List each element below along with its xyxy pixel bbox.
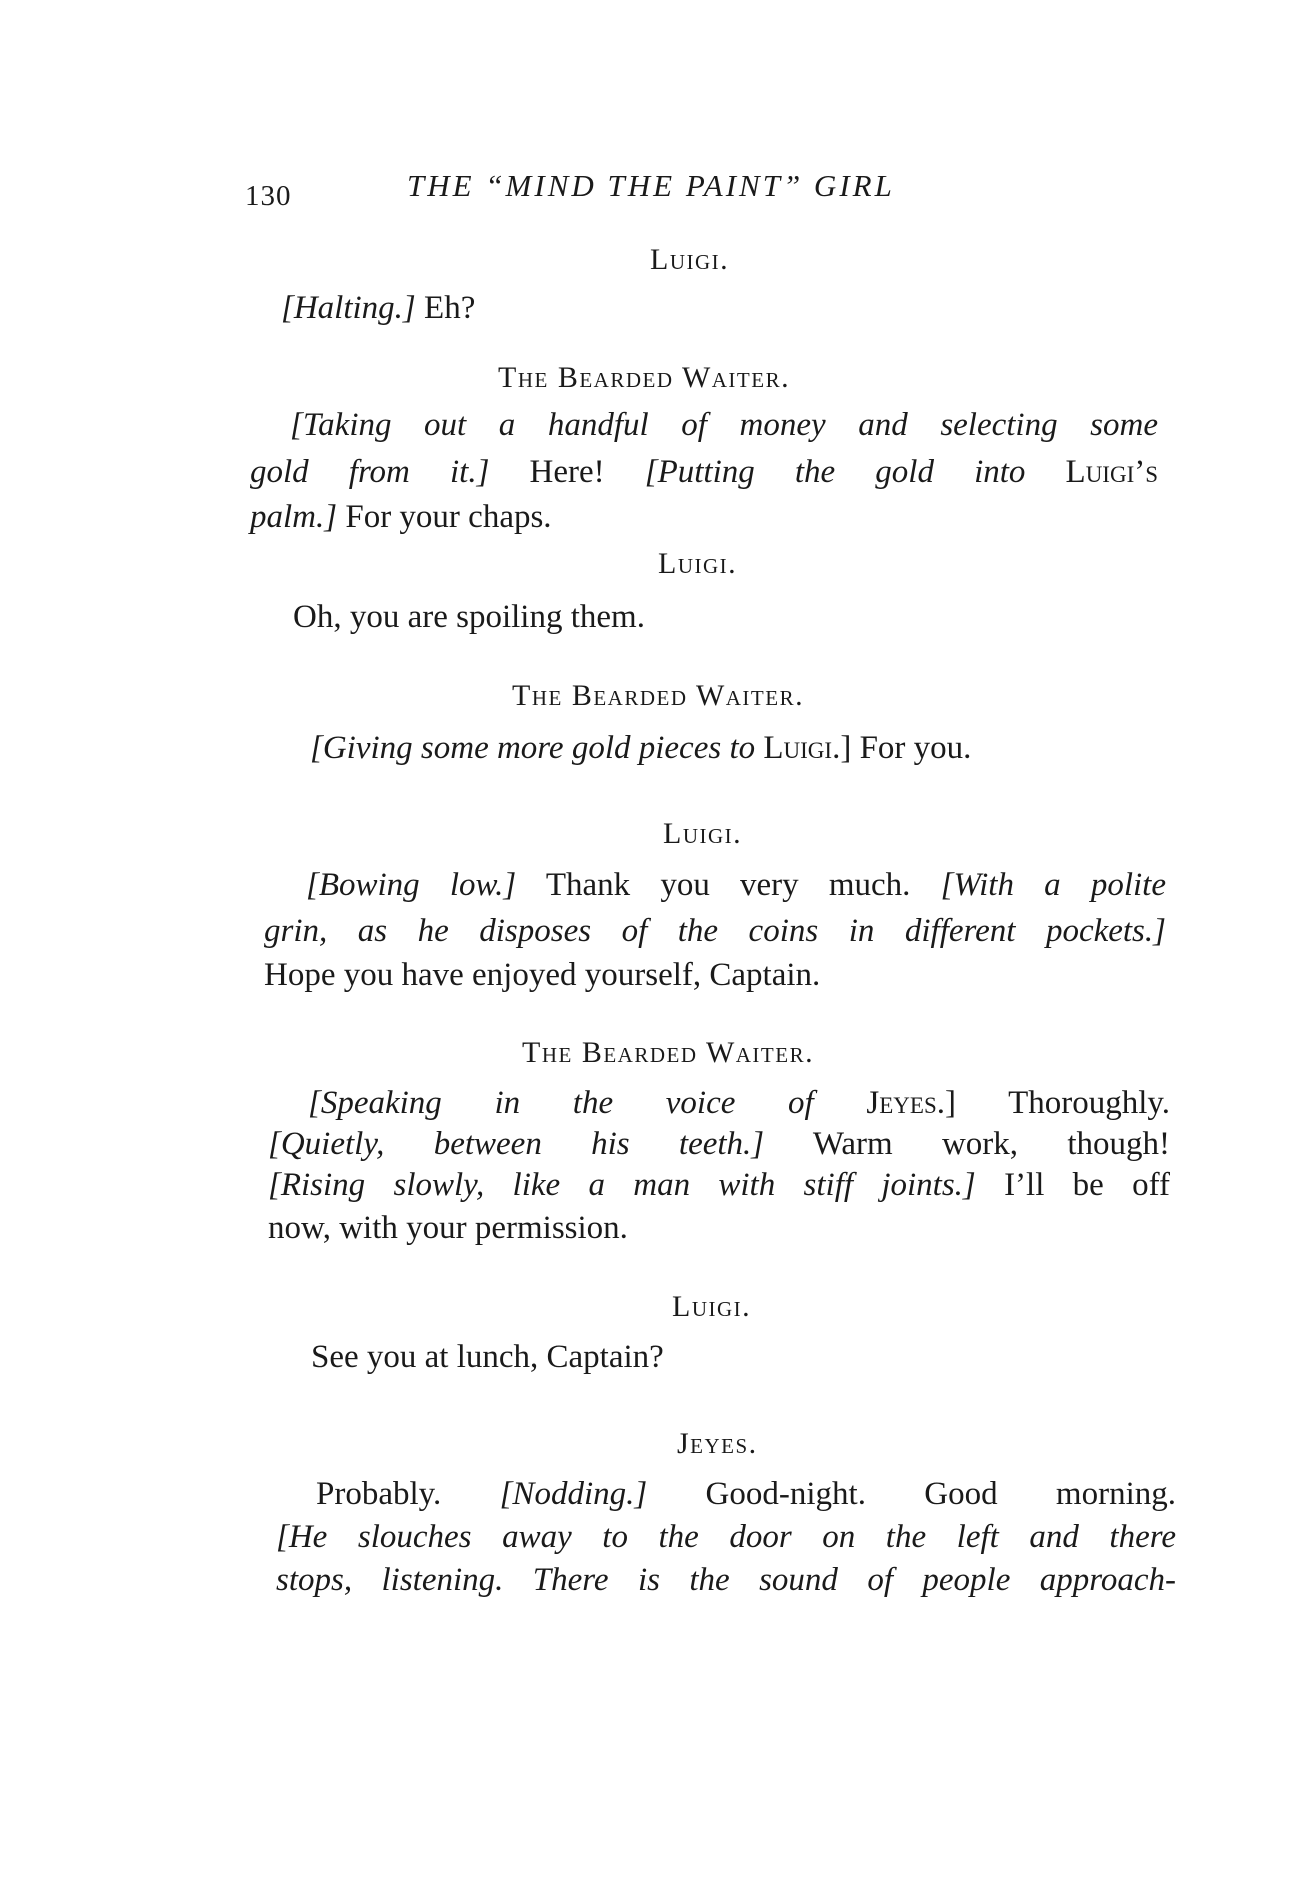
speech-line	[293, 597, 645, 637]
stage-direction: [Bowing low.]	[306, 867, 517, 903]
stage-direction: [Taking out a handful of money and selecting some	[290, 407, 1158, 443]
stage-direction: gold from it.]	[250, 454, 490, 490]
speech-line	[276, 1560, 1176, 1600]
stage-direction: [Halting.]	[281, 290, 416, 326]
stage-direction: grin, as he disposes of the coins in different pockets.]	[264, 913, 1166, 949]
dialogue-text: Good-night. Good morning.	[705, 1476, 1177, 1512]
speech-line	[268, 1208, 628, 1248]
dialogue-text: I’ll be off	[1004, 1167, 1170, 1203]
speaker-name: The Bearded Waiter.	[498, 361, 791, 394]
speaker-name: Luigi.	[663, 817, 743, 850]
dialogue-text: Thank you very much.	[545, 867, 911, 903]
speech-line	[268, 1124, 1170, 1164]
stage-direction: stops, listening. There is the sound of people approach-	[276, 1562, 1176, 1598]
speaker-name: Jeyes.	[677, 1427, 758, 1460]
dialogue-text: Here!	[529, 454, 605, 490]
header-title: THE “MIND THE PAINT” GIRL	[407, 168, 895, 203]
character-reference: Luigi’s	[1065, 454, 1159, 490]
stage-direction: [Nodding.]	[499, 1476, 648, 1512]
stage-direction: [Quietly, between his teeth.]	[268, 1126, 765, 1162]
character-reference: Jeyes.]	[866, 1085, 956, 1121]
dialogue-text: See you at lunch, Captain?	[311, 1339, 664, 1375]
speech-line	[268, 1165, 1170, 1205]
dialogue-text: Probably.	[316, 1476, 442, 1512]
speech-line	[281, 288, 475, 328]
speech-line	[311, 1337, 664, 1377]
stage-direction: [Putting the gold into	[644, 454, 1026, 490]
speech-line	[250, 497, 552, 537]
dialogue-text: Oh, you are spoiling them.	[293, 599, 645, 635]
speech-line	[250, 452, 1158, 492]
speaker-name: The Bearded Waiter.	[512, 679, 805, 712]
stage-direction: [Rising slowly, like a man with stiff joints.]	[268, 1167, 976, 1203]
speech-line	[306, 865, 1166, 905]
speech-line	[290, 405, 1158, 445]
dialogue-text: Eh?	[424, 290, 476, 326]
page-number: 130	[245, 180, 292, 212]
stage-direction: palm.]	[250, 499, 338, 535]
speaker-name: Luigi.	[672, 1290, 752, 1323]
speaker-name: Luigi.	[658, 547, 738, 580]
stage-direction: [Giving some more gold pieces to	[310, 730, 756, 766]
speaker-name: Luigi.	[650, 243, 730, 276]
speech-line	[276, 1517, 1176, 1557]
speaker-name: The Bearded Waiter.	[522, 1036, 815, 1069]
speech-line	[316, 1474, 1176, 1514]
speech-line	[264, 955, 820, 995]
dialogue-text: Warm work, though!	[812, 1126, 1170, 1162]
speech-line	[310, 728, 971, 768]
dialogue-text: Thoroughly.	[1008, 1085, 1171, 1121]
dialogue-text: now, with your permission.	[268, 1210, 628, 1246]
dialogue-text: For your chaps.	[345, 499, 552, 535]
dialogue-text: Hope you have enjoyed yourself, Captain.	[264, 957, 821, 993]
stage-direction: [He slouches away to the door on the left and there	[276, 1519, 1176, 1555]
speech-line	[264, 911, 1166, 951]
dialogue-text: For you.	[859, 730, 972, 766]
character-reference: Luigi.]	[763, 730, 852, 766]
running-head	[245, 168, 1005, 212]
stage-direction: [Speaking in the voice of	[308, 1085, 814, 1121]
stage-direction: [With a polite	[940, 867, 1166, 903]
speech-line	[308, 1083, 1170, 1123]
